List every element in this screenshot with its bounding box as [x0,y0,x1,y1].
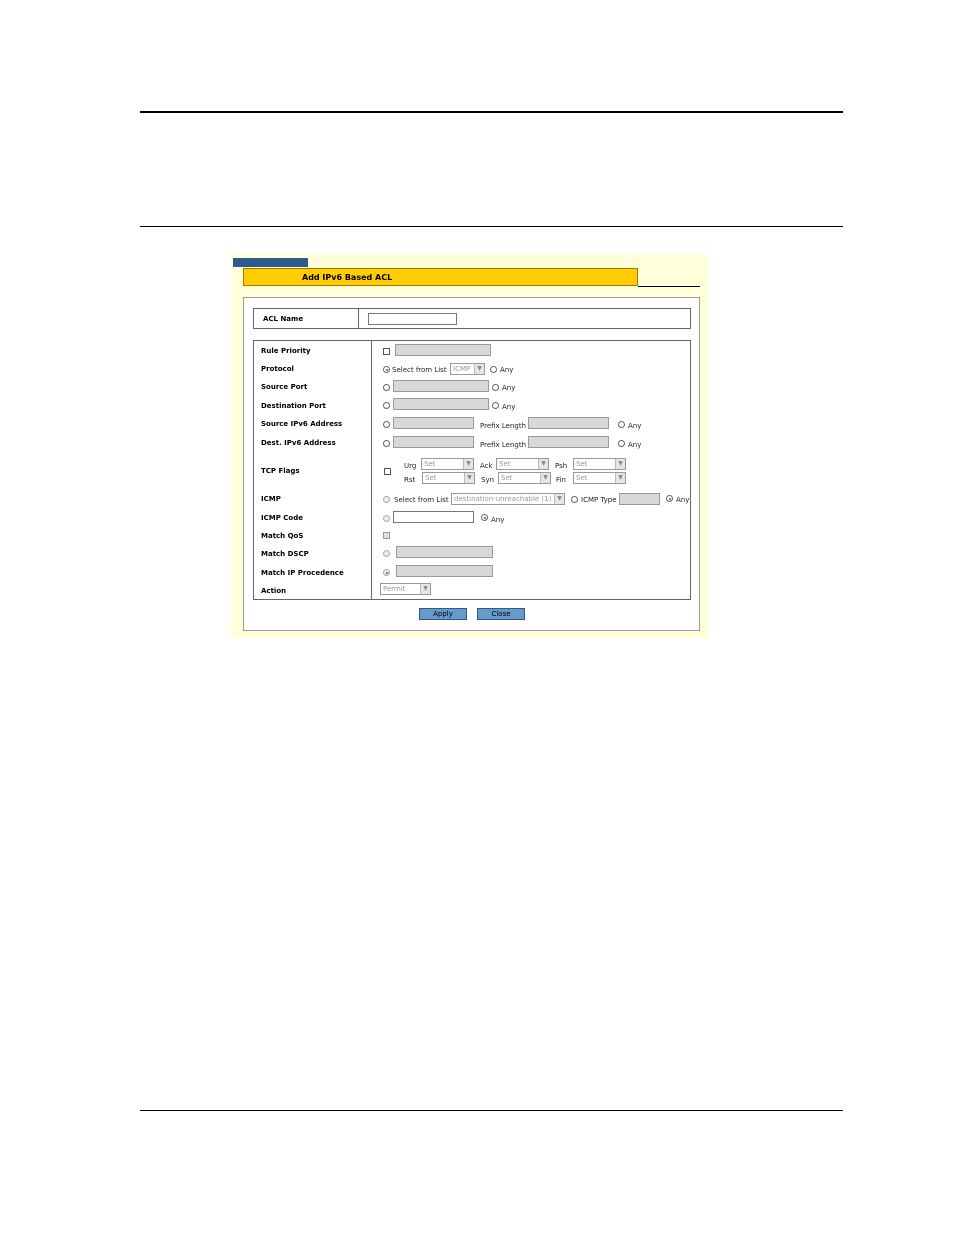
source-port-field[interactable] [393,380,489,392]
icmp-type-radio[interactable] [571,496,578,503]
source-ipv6-any-label: Any [628,422,642,430]
match-dscp-label: Match DSCP [261,550,309,558]
match-qos-checkbox[interactable] [383,532,390,539]
dest-ipv6-radio[interactable] [383,440,390,447]
dest-prefix-field[interactable] [528,436,609,448]
protocol-list-label: Select from List [392,366,447,374]
top-rule [140,111,843,113]
ack-select[interactable] [496,458,549,470]
dialog-title: Add IPv6 Based ACL [302,273,393,282]
source-port-any-label: Any [502,384,516,392]
urg-select-value: Set [424,460,436,468]
dest-ipv6-any-label: Any [628,441,642,449]
acl-name-input[interactable] [368,313,457,325]
destination-port-any-label: Any [502,403,516,411]
source-port-radio[interactable] [383,384,390,391]
icmp-type-field[interactable] [619,493,660,505]
rules-divider [371,341,372,599]
syn-select[interactable] [498,472,551,484]
urg-label: Urg [404,462,417,470]
source-prefix-label: Prefix Length [480,422,527,430]
ack-select-value: Set [499,460,511,468]
destination-port-any-radio[interactable] [492,402,499,409]
icmp-label: ICMP [261,495,281,503]
match-ip-precedence-radio[interactable] [383,569,390,576]
protocol-select-value: ICMP [453,365,471,373]
title-underline [638,286,700,287]
icmp-select[interactable] [451,493,565,505]
protocol-any-label: Any [500,366,514,374]
destination-port-field[interactable] [393,398,489,410]
protocol-list-radio[interactable] [383,366,390,373]
psh-select[interactable] [573,458,626,470]
chevron-down-icon: ▼ [615,459,625,469]
destination-port-radio[interactable] [383,402,390,409]
acl-dialog [231,254,708,638]
ack-label: Ack [480,462,493,470]
dest-ipv6-any-radio[interactable] [618,440,625,447]
icmp-type-label: ICMP Type [581,496,617,504]
fin-label: Fin [556,476,566,484]
syn-label: Syn [481,476,495,484]
chevron-down-icon: ▼ [540,473,550,483]
tcp-flags-checkbox[interactable] [384,468,391,475]
source-ipv6-field[interactable] [393,417,474,429]
icmp-any-label: Any [676,496,690,504]
match-qos-label: Match QoS [261,532,304,540]
destination-port-label: Destination Port [261,402,326,410]
source-ipv6-label: Source IPv6 Address [261,420,343,428]
chevron-down-icon: ▼ [615,473,625,483]
rule-priority-field[interactable] [395,344,491,356]
form-frame [243,297,700,631]
icmp-any-radio[interactable] [666,495,673,502]
dialog-tab [233,258,308,267]
icmp-code-field[interactable] [393,511,474,523]
icmp-list-label: Select from List [394,496,449,504]
dest-prefix-label: Prefix Length [480,441,527,449]
fin-select[interactable] [573,472,626,484]
match-ip-precedence-label: Match IP Procedence [261,569,344,577]
source-ipv6-radio[interactable] [383,421,390,428]
syn-select-value: Set [501,474,513,482]
apply-button[interactable]: Apply [419,608,467,620]
icmp-list-radio[interactable] [383,496,390,503]
rules-box [253,340,691,600]
chevron-down-icon: ▼ [463,459,473,469]
acl-name-label: ACL Name [263,315,304,323]
chevron-down-icon: ▼ [464,473,474,483]
icmp-code-label: ICMP Code [261,514,303,522]
protocol-select[interactable] [450,363,485,375]
icmp-code-radio[interactable] [383,515,390,522]
icmp-code-any-label: Any [491,516,505,524]
source-prefix-field[interactable] [528,417,609,429]
source-port-label: Source Port [261,383,308,391]
dest-ipv6-field[interactable] [393,436,474,448]
action-select-value: Permit [383,585,406,593]
chevron-down-icon: ▼ [538,459,548,469]
acl-name-box [253,308,691,329]
footer-rule [140,1110,843,1111]
psh-select-value: Set [576,460,588,468]
urg-select[interactable] [421,458,474,470]
rule-priority-checkbox[interactable] [383,348,390,355]
chevron-down-icon: ▼ [420,584,430,594]
acl-name-divider [358,309,359,328]
protocol-any-radio[interactable] [490,366,497,373]
rst-select[interactable] [422,472,475,484]
rst-label: Rst [404,476,416,484]
chevron-down-icon: ▼ [474,364,484,374]
protocol-label: Protocol [261,365,294,373]
match-ip-precedence-field[interactable] [396,565,493,577]
source-ipv6-any-radio[interactable] [618,421,625,428]
icmp-code-any-radio[interactable] [481,514,488,521]
rule-priority-label: Rule Priority [261,347,311,355]
source-port-any-radio[interactable] [492,384,499,391]
chevron-down-icon: ▼ [554,494,564,504]
match-dscp-field[interactable] [396,546,493,558]
tcp-flags-label: TCP Flags [261,467,300,475]
section-rule [140,226,843,227]
action-select[interactable] [380,583,431,595]
rst-select-value: Set [425,474,437,482]
action-label: Action [261,587,287,595]
dest-ipv6-label: Dest. IPv6 Address [261,439,336,447]
close-button[interactable]: Close [477,608,525,620]
icmp-select-value: destination-unreachable (1) [454,495,552,503]
fin-select-value: Set [576,474,588,482]
psh-label: Psh [555,462,568,470]
match-dscp-radio[interactable] [383,550,390,557]
dialog-title-bar [243,268,638,286]
